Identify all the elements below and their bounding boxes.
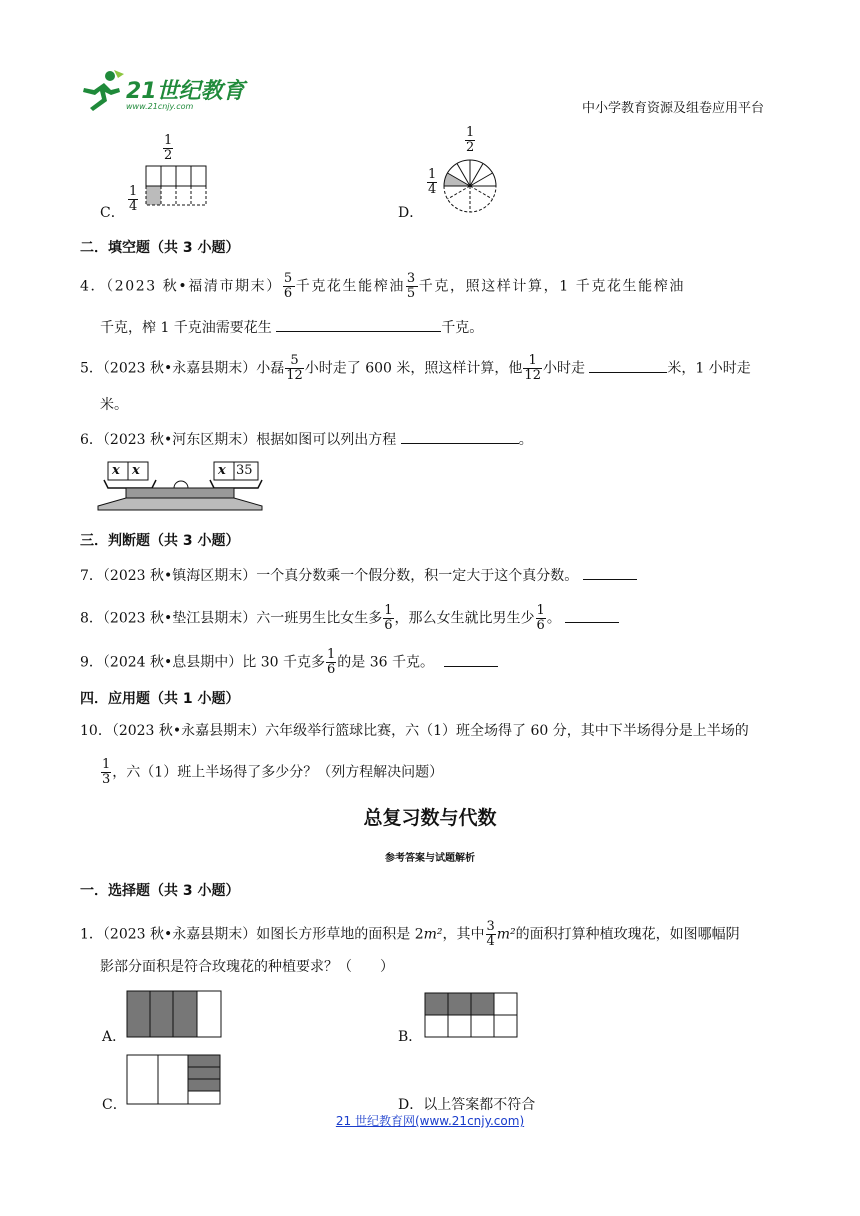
answer-option-d[interactable]: D．以上答案都不符合 (398, 1097, 536, 1113)
section-heading: 二．填空题（共 3 小题） (80, 240, 240, 256)
footer-link[interactable]: 21 世纪教育网(www.21cnjy.com) (335, 1114, 525, 1128)
question-7: 7．（2023 秋•镇海区期末）一个真分数乘一个假分数，积一定大于这个真分数。 (80, 565, 637, 585)
scale-left-x1: x (112, 463, 120, 478)
question-5: 5．（2023 秋•永嘉县期末）小磊 $\frac{5}{12}$ 小时走了 600 米，照这样计算，他 $\frac{1}{12}$ 小时走 米，1 小时走 (80, 353, 751, 383)
answer-blank[interactable] (276, 317, 441, 332)
question-6: 6．（2023 秋•河东区期末）根据如图可以列出方程 。 (80, 429, 533, 449)
logo (80, 68, 250, 116)
question-4: 4．（2023 秋•福清市期末） $\frac{5}{6}$ 千克花生能榨油 $\frac{3}{5}$ 千克，照这样计算，1 千克花生能榨油 (80, 271, 685, 301)
fraction: $\frac{1}{6}$ (536, 603, 545, 633)
answer-question-1-line2: 影部分面积是符合玫瑰花的种植要求？（ ） (100, 959, 394, 975)
answers-subtitle: 参考答案与试题解析 (385, 853, 475, 864)
answer-blank[interactable] (444, 652, 498, 667)
question-10: 10．（2023 秋•永嘉县期末）六年级举行篮球比赛，六（1）班全场得了 60 分，其中下半场得分是上半场的 (80, 723, 749, 739)
answer-blank[interactable] (583, 565, 637, 580)
platform-name: 中小学教育资源及组卷应用平台 (582, 101, 765, 116)
option-c-label: C． (100, 205, 125, 221)
circle-fraction-figure (438, 154, 502, 218)
answer-blank[interactable] (589, 358, 667, 373)
option-a-figure (126, 990, 222, 1038)
fraction: $\frac{1}{4}$ (428, 167, 437, 197)
answer-blank[interactable] (565, 608, 619, 623)
fraction: $\frac{1}{12}$ (524, 353, 541, 383)
fraction: $\frac{1}{6}$ (384, 603, 393, 633)
fraction: $\frac{1}{2}$ (164, 133, 173, 163)
section-heading: 四．应用题（共 1 小题） (80, 691, 240, 707)
fraction: $\frac{1}{6}$ (326, 647, 336, 677)
logo-text: 21世纪教育 (126, 79, 245, 104)
question-9: 9．（2024 秋•息县期中）比 30 千克多 $\frac{1}{6}$ 的是 36 千克。 (80, 648, 498, 677)
fraction: $\frac{3}{4}$ (486, 919, 495, 949)
section-heading: 三．判断题（共 3 小题） (80, 533, 240, 549)
fraction: $\frac{1}{4}$ (129, 184, 138, 214)
option-b-figure (424, 992, 518, 1038)
fraction: $\frac{3}{5}$ (406, 271, 417, 301)
scale-right-35: 35 (236, 463, 253, 478)
question-5-line2: 米。 (100, 397, 128, 413)
fraction: $\frac{5}{6}$ (283, 271, 294, 301)
fraction: $\frac{1}{2}$ (466, 125, 475, 155)
fraction-grid-figure (144, 164, 208, 208)
section-heading: 一．选择题（共 3 小题） (80, 883, 240, 899)
answer-blank[interactable] (401, 429, 519, 444)
fraction: $\frac{1}{3}$ (102, 757, 111, 787)
running-man-logo-icon (80, 68, 126, 112)
scale-left-x2: x (132, 463, 140, 478)
question-4-line2: 千克，榨 1 千克油需要花生 千克。 (100, 317, 483, 337)
answer-question-1: 1．（2023 秋•永嘉县期末）如图长方形草地的面积是 2m²，其中 $\frac{3}{4}$ m²的面积打算种植玫瑰花，如图哪幅阴 (80, 919, 740, 949)
answer-option-a-label[interactable]: A． (102, 1029, 127, 1045)
option-c-figure (126, 1054, 222, 1106)
answer-option-b-label[interactable]: B． (398, 1029, 423, 1045)
scale-right-x: x (218, 463, 226, 478)
question-8: 8．（2023 秋•垫江县期末）六一班男生比女生多 $\frac{1}{6}$ ，那么女生就比男生少 $\frac{1}{6}$ 。 (80, 604, 619, 633)
answers-title: 总复习数与代数 (363, 807, 497, 829)
answer-option-c-label[interactable]: C． (102, 1097, 127, 1113)
logo-url: www.21cnjy.com (126, 102, 194, 111)
fraction: $\frac{5}{12}$ (286, 353, 303, 383)
question-10-line2: $\frac{1}{3}$ ，六（1）班上半场得了多少分？（列方程解决问题） (102, 757, 444, 787)
option-d-label: D． (398, 205, 424, 221)
